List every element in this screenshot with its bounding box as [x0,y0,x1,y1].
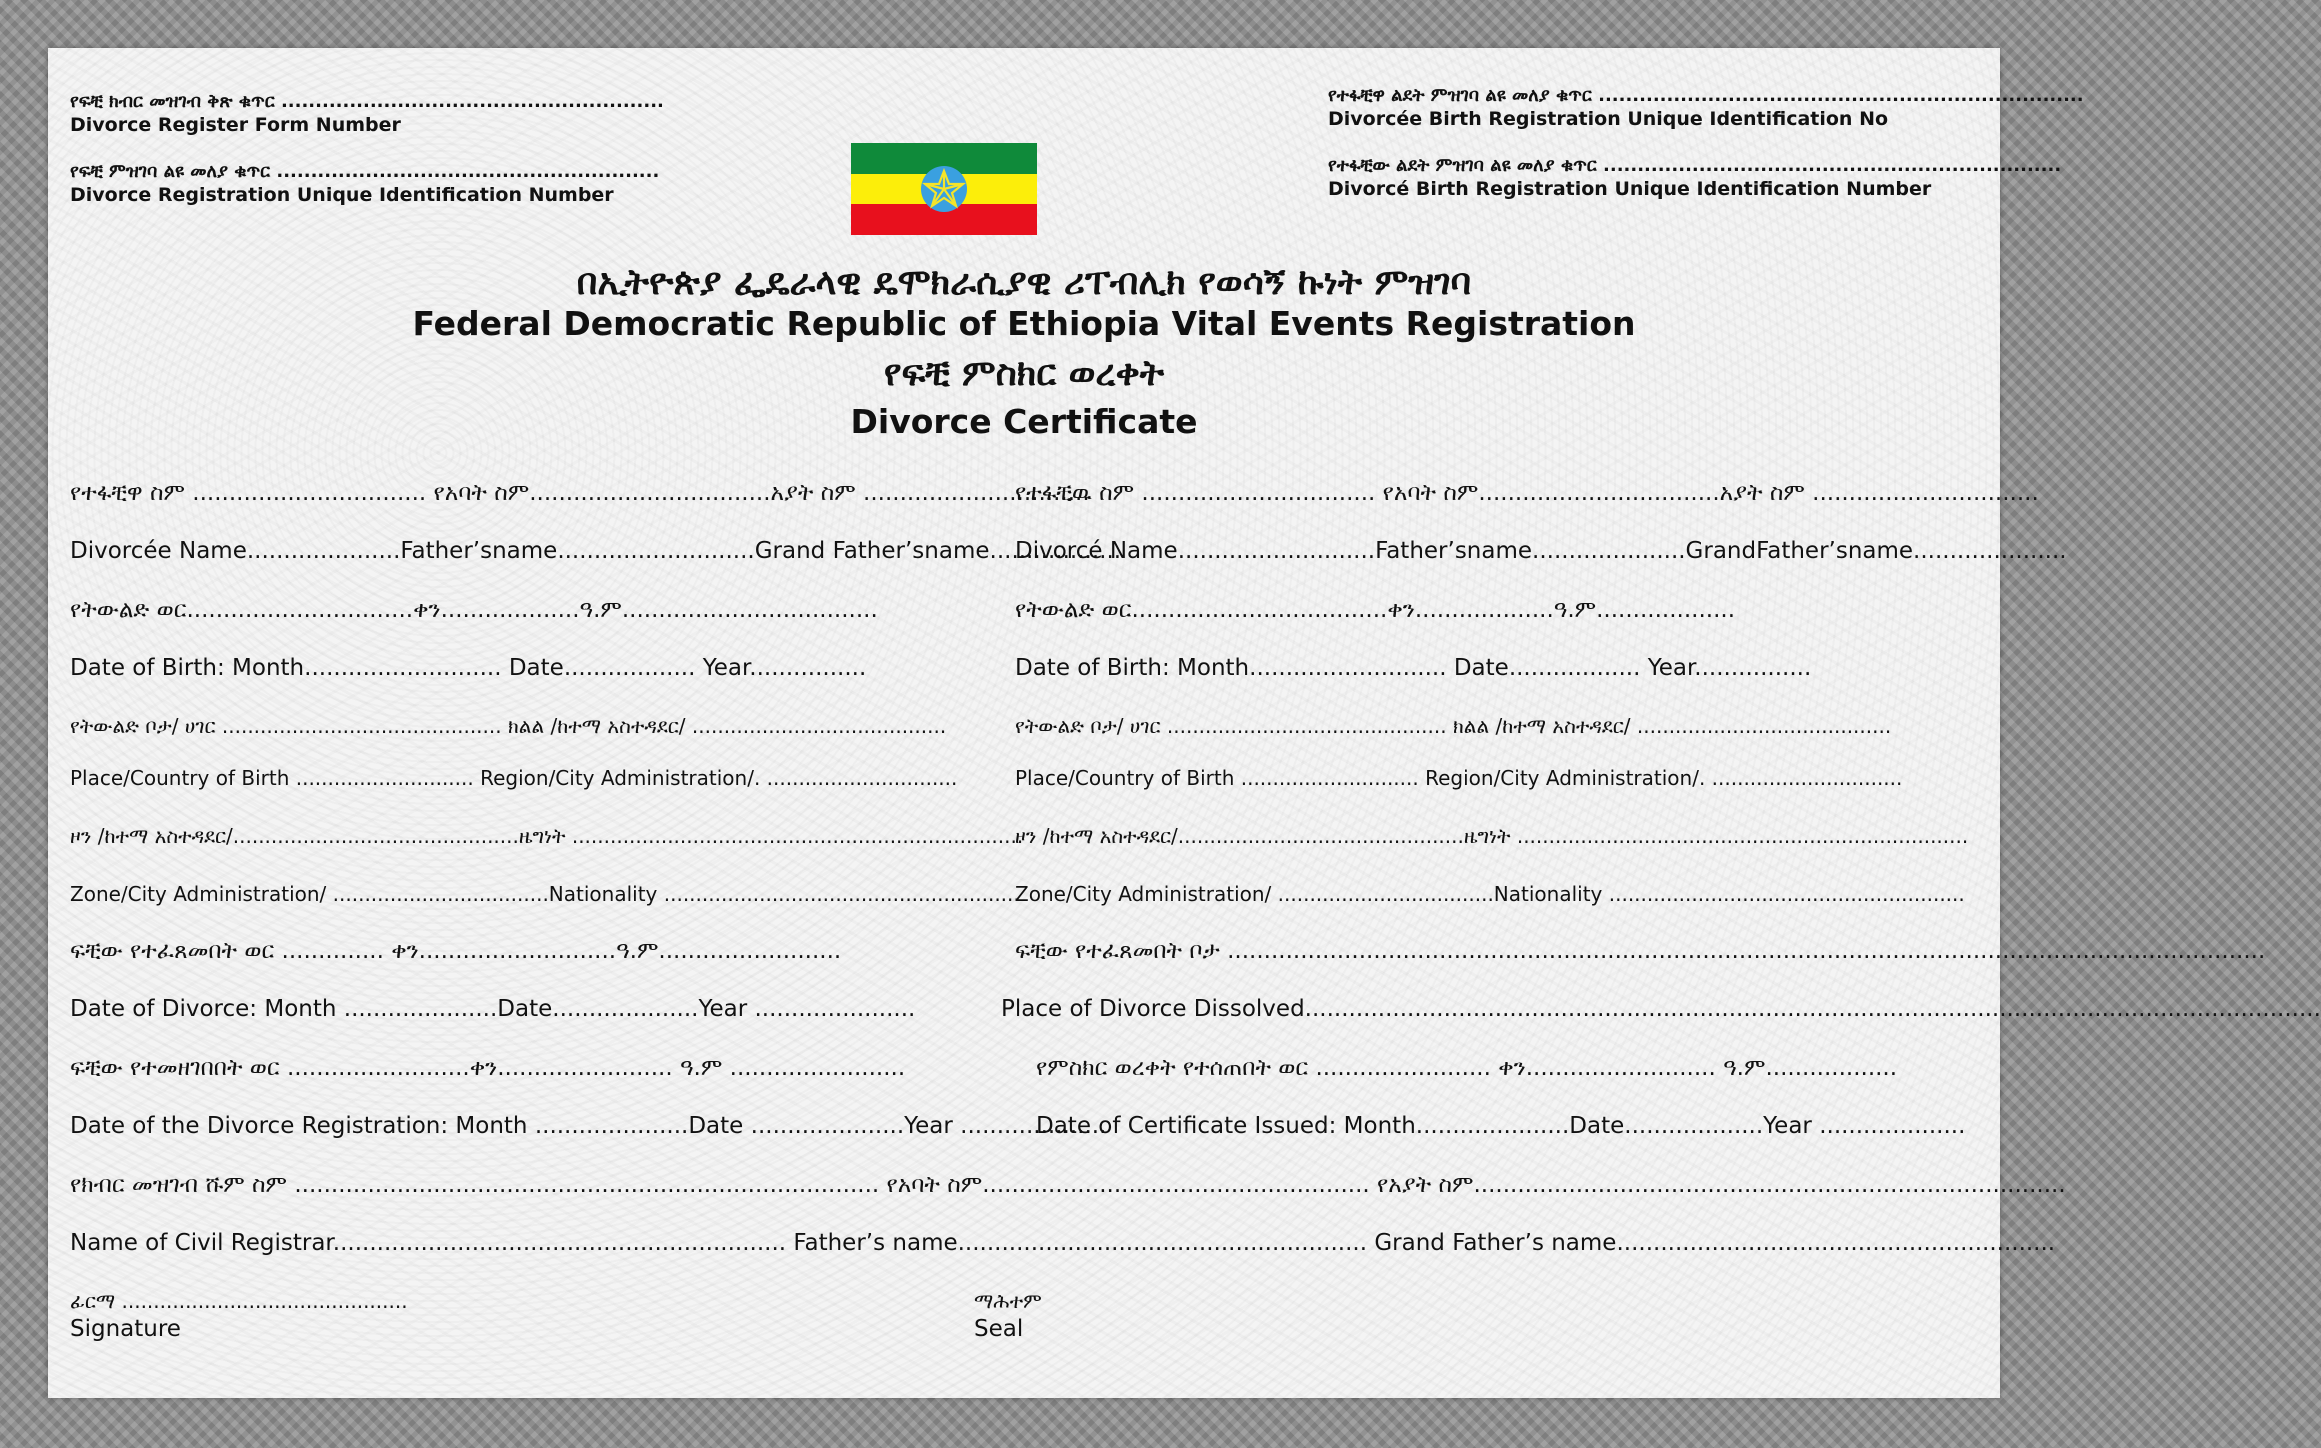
signature-label: Signature [70,1316,181,1342]
divorce-dob-field-am[interactable]: የትውልድ ወር...................................ቀን...................ዓ.ም................... [1015,597,1736,623]
divorce-zone-field-am[interactable]: ዞን /ከተማ አስተዳደር/.............................................ዜግነት ....................................................................... [1015,824,1969,848]
divorce-pob-field-am[interactable]: የትውልድ ቦታ/ ሀገር ............................................ ክልል /ከተማ አስተዳደር/ ........................................ [1015,714,1892,738]
certificate-paper [48,48,2321,1398]
divorcee-dob-field-en[interactable]: Date of Birth: Month........................... Date.................. Year................ [70,655,867,681]
divorcee-dob-field-am[interactable]: የትውልድ ወር...............................ቀን...................ዓ.ም................................... [70,597,878,623]
divorcee-pob-field-en[interactable]: Place/Country of Birth ............................ Region/City Administration/. .............................. [70,766,958,790]
divorce-pob-field-en[interactable]: Place/Country of Birth ............................ Region/City Administration/. .............................. [1015,766,1903,790]
cert-title-am: የፍቺ ምስክር ወረቀት [883,353,1165,394]
issue-date-field-am[interactable]: የምስክር ወረቀት የተሰጠበት ወር ........................ ቀን.......................... ዓ.ም.................. [1036,1055,1898,1081]
registration-date-field-am[interactable]: ፍቺው የተመዘገበበት ወር .........................ቀን........................ ዓ.ም ........................ [70,1055,906,1081]
divorcee-birth-uid-label-am: የተፋቺዋ ልደት ምዝገባ ልዩ መለያ ቁጥር ....................................................................... [1328,85,2084,106]
divorce-dob-field-en[interactable]: Date of Birth: Month........................... Date.................. Year................ [1015,655,1812,681]
cert-title-en: Divorce Certificate [850,402,1198,441]
org-title-en: Federal Democratic Republic of Ethiopia Vital Events Registration [412,304,1636,343]
reg-uid-label-en: Divorce Registration Unique Identification Number [70,184,614,206]
divorce-place-field-am[interactable]: ፍቺው የተፈጸመበት ቦታ .............................................................................................................................................. [1015,938,2266,964]
ethiopia-flag-icon [851,143,1037,235]
issue-date-field-en[interactable]: Date of Certificate Issued: Month.....................Date...................Year .................... [1036,1113,1966,1139]
divorcee-pob-field-am[interactable]: የትውልድ ቦታ/ ሀገር ............................................ ክልል /ከተማ አስተዳደር/ ........................................ [70,714,947,738]
divorce-zone-field-en[interactable]: Zone/City Administration/ ..................................Nationality ........................................................ [1015,882,1965,906]
flag-graphic [851,143,1037,235]
form-number-label-am: የፍቺ ክብር መዝገብ ቅጽ ቁጥር ........................................................ [70,91,664,112]
registrar-name-field-en[interactable]: Name of Civil Registrar.............................................................. Father’s name........................................................ Grand Father’s name............................................................ [70,1230,2056,1256]
form-number-label-en: Divorce Register Form Number [70,114,401,136]
divorce-date-field-am[interactable]: ፍቺው የተፈጸመበት ወር .............. ቀን...........................ዓ.ም......................... [70,938,842,964]
divorce-birth-uid-label-en: Divorcé Birth Registration Unique Identification Number [1328,178,1932,200]
divorcee-name-field-en[interactable]: Divorcée Name.....................Father’sname...........................Grand Father’sname.................. [70,538,1122,564]
divorce-date-field-en[interactable]: Date of Divorce: Month .....................Date....................Year ...................... [70,996,916,1022]
signature-field-am[interactable]: ፊርማ ............................................. [70,1289,408,1313]
registrar-name-field-am[interactable]: የክብር መዝገብ ሹም ስም ................................................................................ የአባት ስም..................................................... የአያት ስም................................................................................. [70,1172,2066,1198]
seal-label-am: ማሕተም [974,1289,1042,1313]
divorce-birth-uid-label-am: የተፋቺው ልደት ምዝገባ ልዩ መለያ ቁጥር ................................................................... [1328,155,2062,176]
divorce-name-field-am[interactable]: የተፋቺዉ ስም ................................ የአባት ስም.................................አያት ስም ............................... [1015,480,2039,506]
divorcee-birth-uid-label-en: Divorcée Birth Registration Unique Identification No [1328,108,1889,130]
org-title-am: በኢትዮጵያ ፌዴራላዊ ዴሞክራሲያዊ ሪፐብሊክ የወሳኝ ኩነት ምዝገባ [576,262,1472,303]
registration-date-field-en[interactable]: Date of the Divorce Registration: Month .....................Date .....................Year .................... [70,1113,1107,1139]
seal-label: Seal [974,1316,1024,1342]
divorcee-zone-field-en[interactable]: Zone/City Administration/ ..................................Nationality ........................................................ [70,882,1020,906]
divorcee-name-field-am[interactable]: የተፋቺዋ ስም ................................ የአባት ስም.................................አያት ስም ............................... [70,480,1090,506]
divorce-place-field-en[interactable]: Place of Divorce Dissolved........................................................................................................................................... [1001,996,2321,1022]
divorce-name-field-en[interactable]: Divorcé Name...........................Father’sname.....................GrandFather’sname..................... [1015,538,2067,564]
reg-uid-label-am: የፍቺ ምዝገባ ልዩ መለያ ቁጥር ........................................................ [70,161,660,182]
divorcee-zone-field-am[interactable]: ዞን /ከተማ አስተዳደር/.............................................ዜግነት ....................................................................... [70,824,1024,848]
